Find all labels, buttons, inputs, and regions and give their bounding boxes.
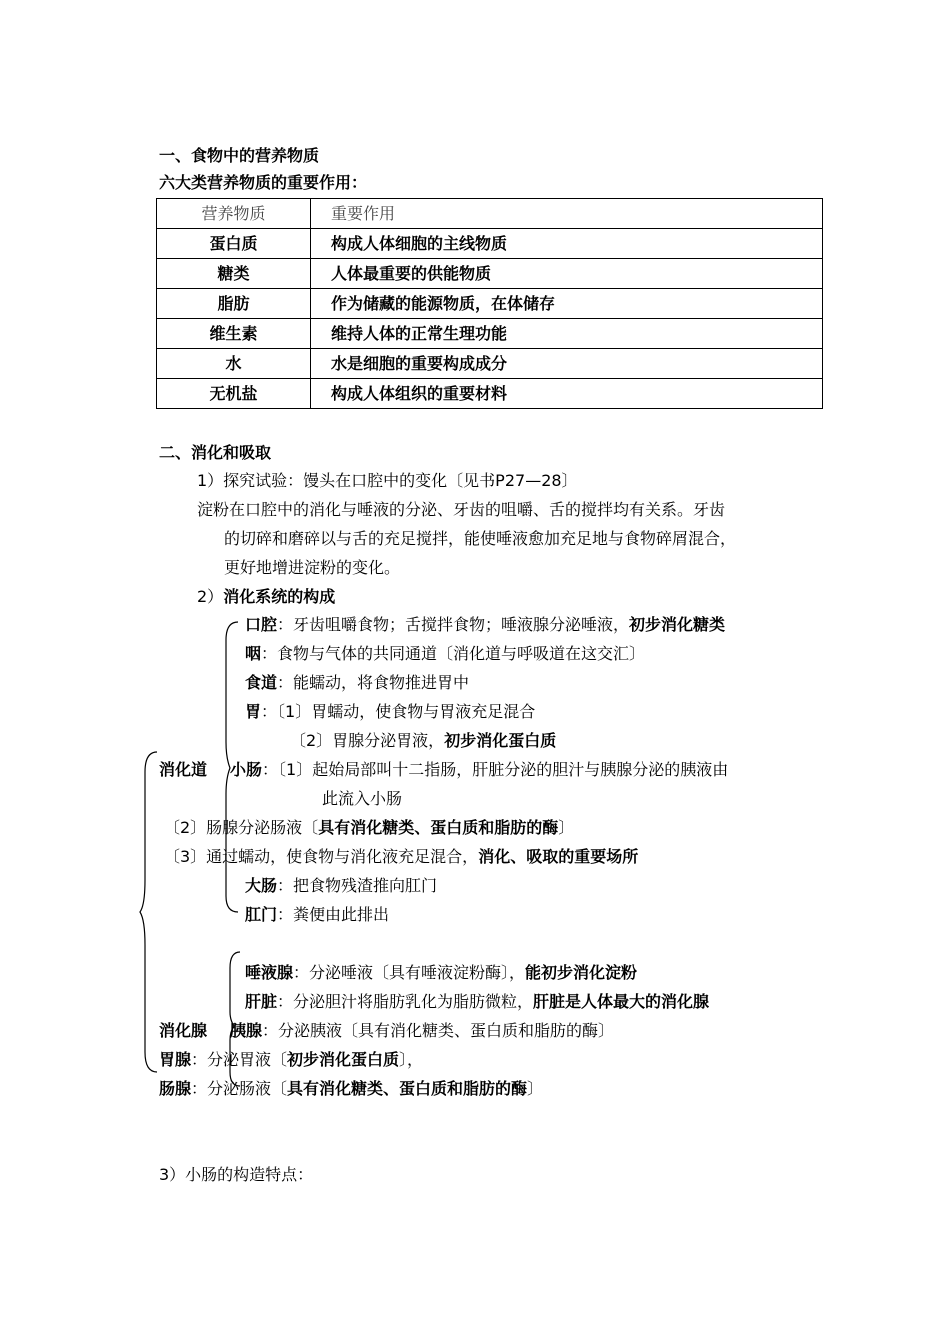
tract-small-intestine-3: 〔3〕通过蠕动，使食物与消化液充足混合，消化、吸取的重要场所 xyxy=(164,847,639,866)
section2-heading: 二、消化和吸取 xyxy=(159,443,272,462)
tract-stomach: 胃：〔1〕胃蠕动，使食物与胃液充足混合 xyxy=(245,702,536,721)
small-intestine-structure-title: 3）小肠的构造特点： xyxy=(159,1165,314,1184)
section1-subheading: 六大类营养物质的重要作用： xyxy=(159,173,368,192)
tract-small-intestine-2: 〔2〕肠腺分泌肠液〔具有消化糖类、蛋白质和脂肪的酶〕 xyxy=(164,818,575,837)
nutrient-role: 人体最重要的供能物质 xyxy=(311,259,823,289)
tract-pharynx: 咽：食物与气体的共同通道〔消化道与呼吸道在这交汇〕 xyxy=(245,644,646,663)
digestive-system-title: 2）消化系统的构成 xyxy=(197,587,336,606)
experiment-text-line3: 更好地增进淀粉的变化。 xyxy=(224,558,401,577)
nutrient-role: 水是细胞的重要构成成分 xyxy=(311,349,823,379)
nutrient-role: 构成人体细胞的主线物质 xyxy=(311,229,823,259)
tract-mouth: 口腔：牙齿咀嚼食物；舌搅拌食物；唾液腺分泌唾液，初步消化糖类 xyxy=(245,615,726,634)
nutrient-role: 维持人体的正常生理功能 xyxy=(311,319,823,349)
nutrient-role: 作为储藏的能源物质，在体储存 xyxy=(311,289,823,319)
section1-heading: 一、食物中的营养物质 xyxy=(159,146,320,165)
nutrient-name: 脂肪 xyxy=(157,289,311,319)
experiment-text-line2: 的切碎和磨碎以与舌的充足搅拌，能使唾液愈加充足地与食物碎屑混合， xyxy=(224,529,737,548)
gland-liver: 肝脏：分泌胆汁将脂肪乳化为脂肪微粒，肝脏是人体最大的消化腺 xyxy=(245,992,710,1011)
nutrient-name: 蛋白质 xyxy=(157,229,311,259)
experiment-text-line1: 淀粉在口腔中的消化与唾液的分泌、牙齿的咀嚼、舌的搅拌均有关系。牙齿 xyxy=(197,500,726,519)
tract-esophagus: 食道：能蠕动，将食物推进胃中 xyxy=(245,673,470,692)
tract-small-intestine-1b: 此流入小肠 xyxy=(322,789,403,808)
nutrient-name: 无机盐 xyxy=(157,379,311,409)
gland-gastric: 胃腺：分泌胃液〔初步消化蛋白质〕， xyxy=(159,1050,424,1069)
tract-label: 消化道 xyxy=(159,760,208,779)
tract-anus: 肛门：粪便由此排出 xyxy=(245,905,390,924)
gland-pancreas: 胰腺：分泌胰液〔具有消化糖类、蛋白质和脂肪的酶〕 xyxy=(230,1021,615,1040)
glands-label: 消化腺 xyxy=(159,1021,208,1040)
nutrient-role: 构成人体组织的重要材料 xyxy=(311,379,823,409)
nutrient-name: 维生素 xyxy=(157,319,311,349)
tract-stomach-2: 〔2〕胃腺分泌胃液，初步消化蛋白质 xyxy=(290,731,557,750)
nutrient-name: 水 xyxy=(157,349,311,379)
table-header: 营养物质 xyxy=(157,199,311,229)
gland-salivary: 唾液腺：分泌唾液〔具有唾液淀粉酶〕，能初步消化淀粉 xyxy=(245,963,638,982)
nutrient-name: 糖类 xyxy=(157,259,311,289)
table-header: 重要作用 xyxy=(311,199,823,229)
experiment-title: 1）探究试验：馒头在口腔中的变化〔见书P27—28〕 xyxy=(197,471,578,490)
tract-large-intestine: 大肠：把食物残渣推向肛门 xyxy=(245,876,438,895)
gland-intestinal: 肠腺：分泌肠液〔具有消化糖类、蛋白质和脂肪的酶〕 xyxy=(159,1079,544,1098)
tract-small-intestine: 小肠：〔1〕起始局部叫十二指肠，肝脏分泌的胆汁与胰腺分泌的胰液由 xyxy=(230,760,729,779)
